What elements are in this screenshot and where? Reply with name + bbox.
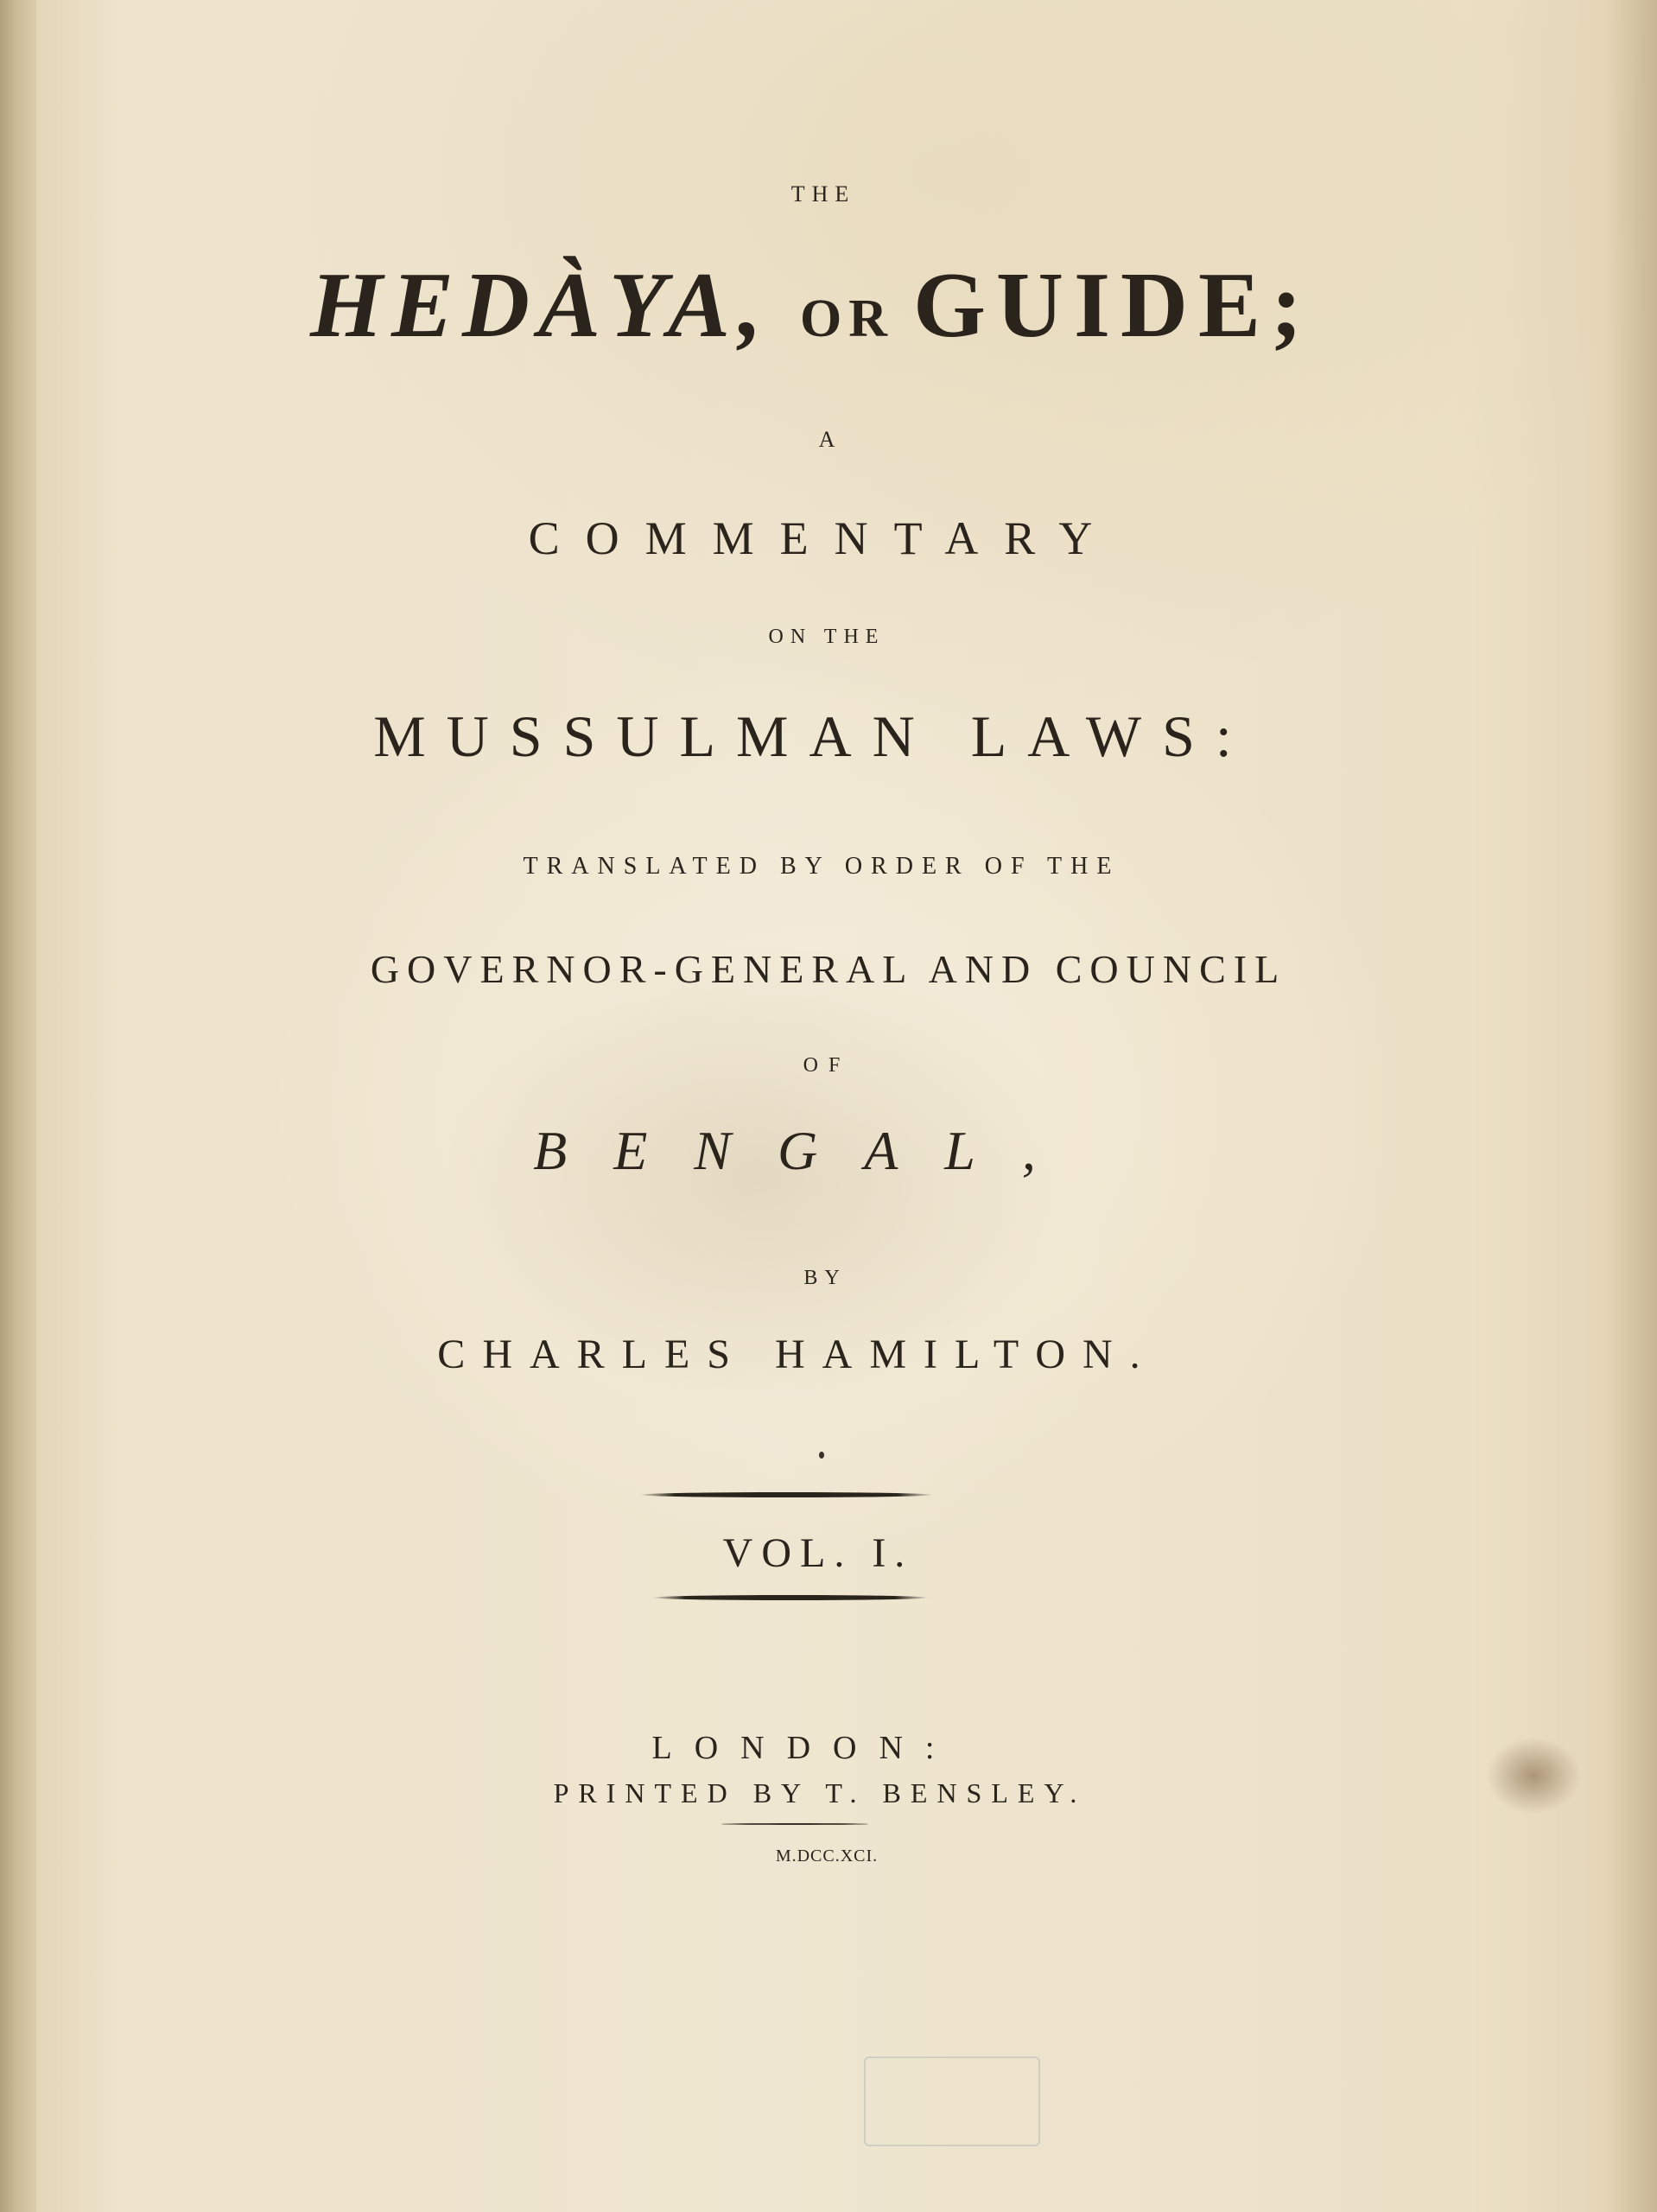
subtitle-on-the: ON THE [768, 626, 886, 648]
translated-by-line: TRANSLATED BY ORDER OF THE [523, 853, 1121, 880]
volume-rule-bottom [652, 1595, 929, 1600]
subtitle-commentary: COMMENTARY [528, 512, 1119, 564]
title-main: HEDÀYA, [309, 254, 771, 357]
subtitle-article: A [818, 427, 835, 452]
subtitle-mussulman-laws: MUSSULMAN LAWS: [373, 703, 1253, 769]
title-article: THE [790, 181, 856, 207]
imprint-printer: PRINTED BY T. BENSLEY. [553, 1777, 1087, 1808]
ornament-dot [819, 1452, 824, 1459]
by-line: BY [803, 1267, 847, 1289]
imprint-rule [721, 1823, 868, 1825]
author-name: CHARLES HAMILTON. [437, 1332, 1158, 1377]
book-title [0, 254, 1640, 357]
imprint-place: LONDON: [651, 1730, 957, 1766]
title-conjunction: OR [800, 289, 895, 348]
governor-general-line: GOVERNOR-GENERAL AND COUNCIL [370, 947, 1287, 991]
imprint-date: M.DCC.XCI. [775, 1847, 879, 1866]
library-stamp [864, 2056, 1040, 2146]
bengal-line: BENGAL, [533, 1120, 1082, 1181]
volume-rule-top [639, 1492, 933, 1497]
title-guide: GUIDE; [913, 254, 1313, 357]
volume-number: VOL. I. [722, 1530, 914, 1576]
of-line: OF [803, 1054, 851, 1077]
